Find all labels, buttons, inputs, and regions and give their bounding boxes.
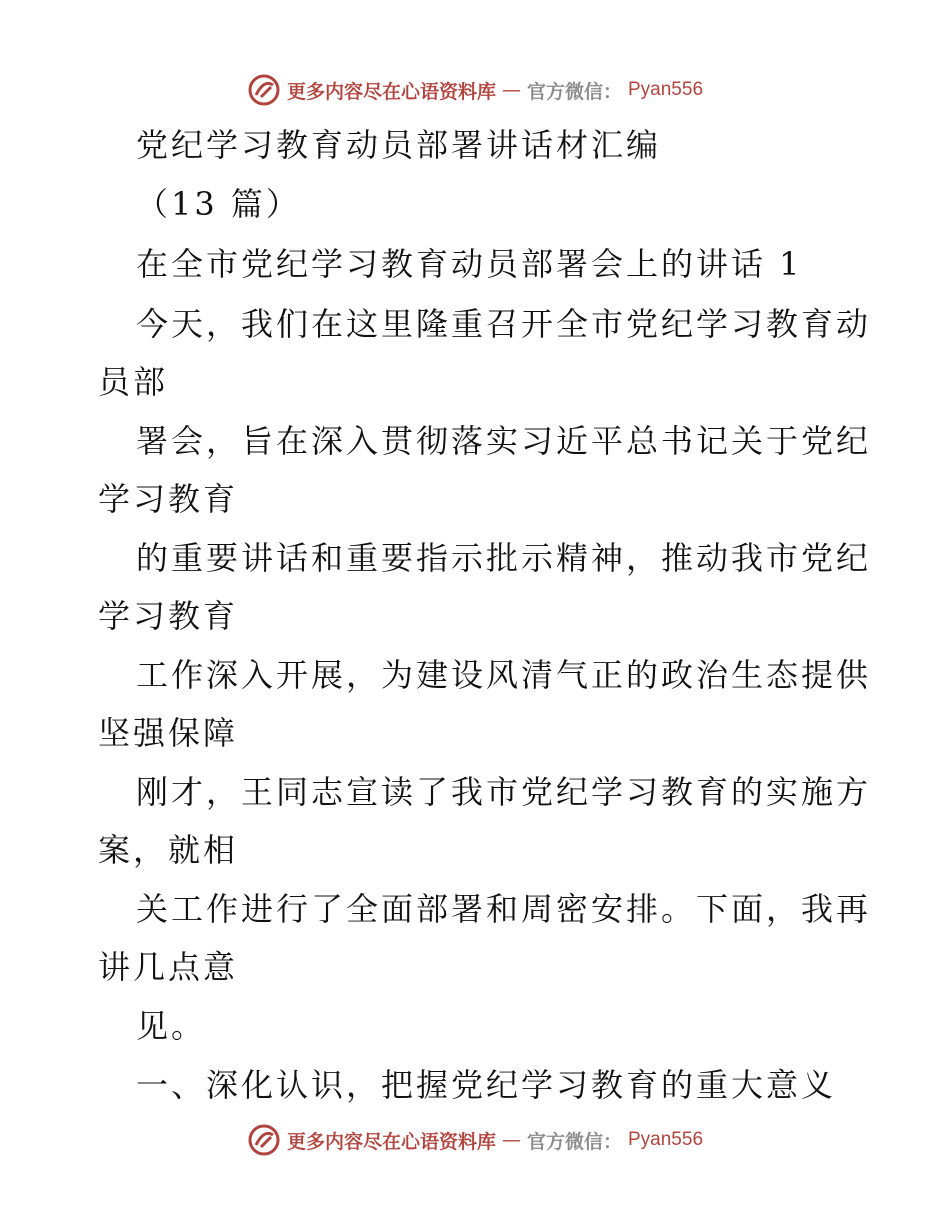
paragraph-line: 见。 — [136, 1007, 207, 1045]
banner-dash: — — [501, 79, 521, 101]
section-heading: 一、深化认识，把握党纪学习教育的重大意义 — [136, 1066, 837, 1104]
swirl-pen-logo-icon — [247, 73, 281, 107]
banner-account: Pyan556 — [628, 79, 704, 100]
banner-label: 官方微信： — [526, 1130, 622, 1153]
banner-prefix: 更多内容尽在心语资料库 — [286, 1130, 496, 1153]
paragraph-line: 学习教育 — [98, 597, 239, 635]
banner-dash: — — [501, 1129, 521, 1151]
paragraph-line: 员部 — [98, 363, 169, 401]
document-count: （13 篇） — [136, 185, 301, 223]
banner-label: 官方微信： — [526, 80, 622, 103]
footer-banner — [0, 1120, 950, 1160]
paragraph-line: 案，就相 — [98, 831, 239, 869]
paragraph-line: 署会，旨在深入贯彻落实习近平总书记关于党纪 — [136, 422, 872, 460]
banner-prefix: 更多内容尽在心语资料库 — [286, 80, 496, 103]
header-banner — [0, 70, 950, 110]
document-subtitle: 在全市党纪学习教育动员部署会上的讲话 1 — [136, 245, 803, 283]
swirl-pen-logo-icon — [247, 1123, 281, 1157]
paragraph-line: 关工作进行了全面部署和周密安排。下面，我再 — [136, 890, 872, 928]
banner-account: Pyan556 — [628, 1129, 704, 1150]
paragraph-line: 工作深入开展，为建设风清气正的政治生态提供 — [136, 656, 872, 694]
paragraph-line: 坚强保障 — [98, 714, 239, 752]
paragraph-line: 今天，我们在这里隆重召开全市党纪学习教育动 — [136, 305, 872, 343]
paragraph-line: 学习教育 — [98, 480, 239, 518]
paragraph-line: 刚才，王同志宣读了我市党纪学习教育的实施方 — [136, 773, 872, 811]
paragraph-line: 的重要讲话和重要指示批示精神，推动我市党纪 — [136, 539, 872, 577]
paragraph-line: 讲几点意 — [98, 948, 239, 986]
document-title: 党纪学习教育动员部署讲话材汇编 — [136, 126, 662, 164]
